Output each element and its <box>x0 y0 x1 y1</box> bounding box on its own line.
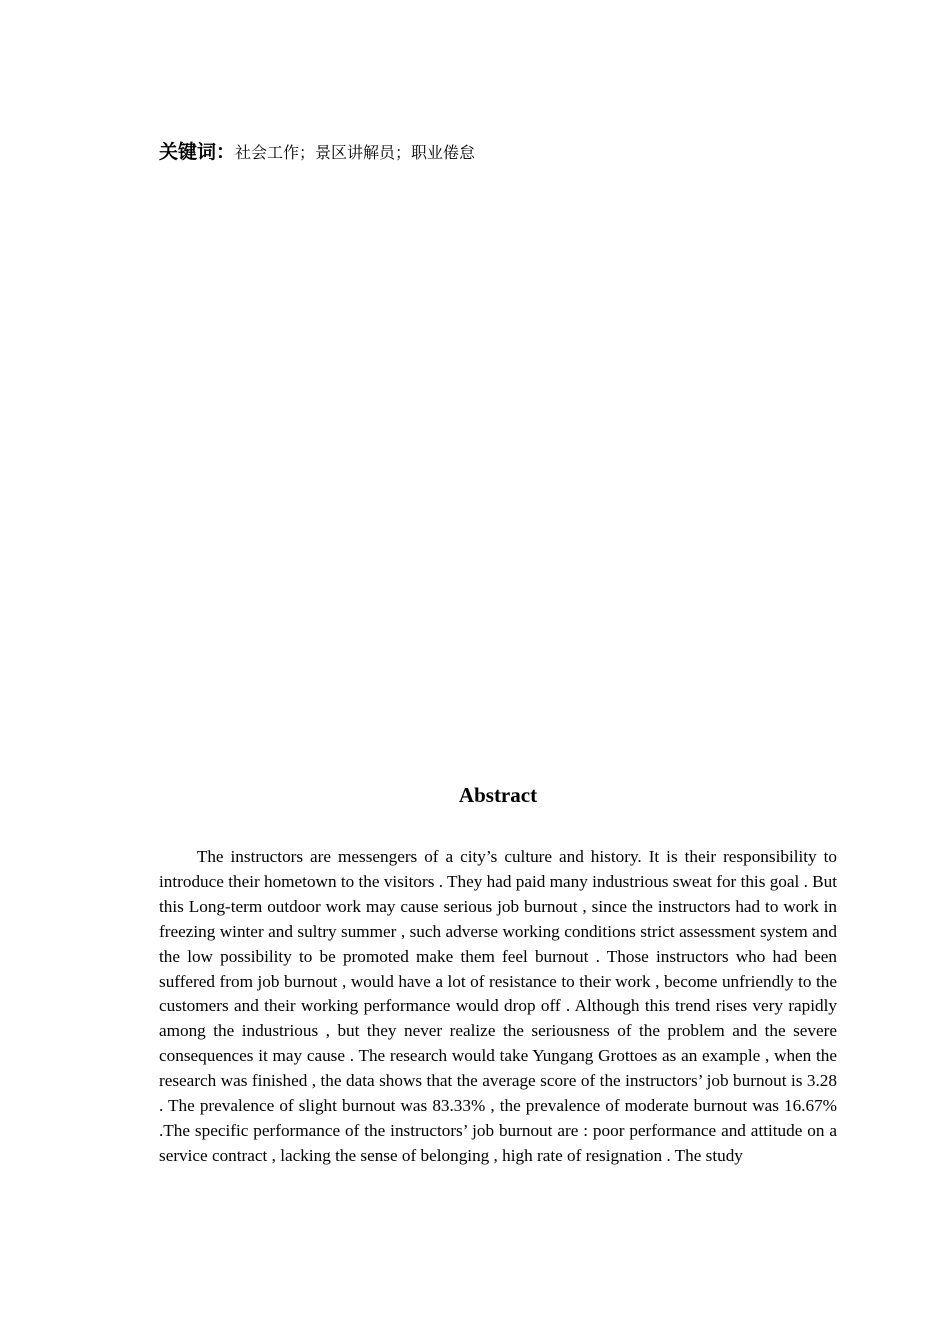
keywords-value: 社会工作；景区讲解员；职业倦怠 <box>235 143 476 162</box>
keywords-line <box>159 139 839 166</box>
abstract-body: The instructors are messengers of a city’s culture and history. It is their responsibility to introduce their hometown to the visitors . They had paid many industrious sweat for this goal . But this Long-term outdoor work may cause serious job burnout , since the instructors had to work in freezing winter and sultry summer , such adverse working conditions strict assessment system and the low possibility to be promoted make them feel burnout . Those instructors who had been suffered from job burnout , would have a lot of resistance to their work , become unfriendly to the customers and their working performance would drop off . Although this trend rises very rapidly among the industrious , but they never realize the seriousness of the problem and the severe consequences it may cause . The research would take Yungang Grottoes as an example , when the research was finished , the data shows that the average score of the instructors’ job burnout is 3.28 . The prevalence of slight burnout was 83.33% , the prevalence of moderate burnout was 16.67% .The specific performance of the instructors’ job burnout are : poor performance and attitude on a service contract , lacking the sense of belonging , high rate of resignation . The study <box>159 847 837 1165</box>
abstract-title: Abstract <box>458 783 538 807</box>
keywords-label: 关键词： <box>159 141 236 163</box>
